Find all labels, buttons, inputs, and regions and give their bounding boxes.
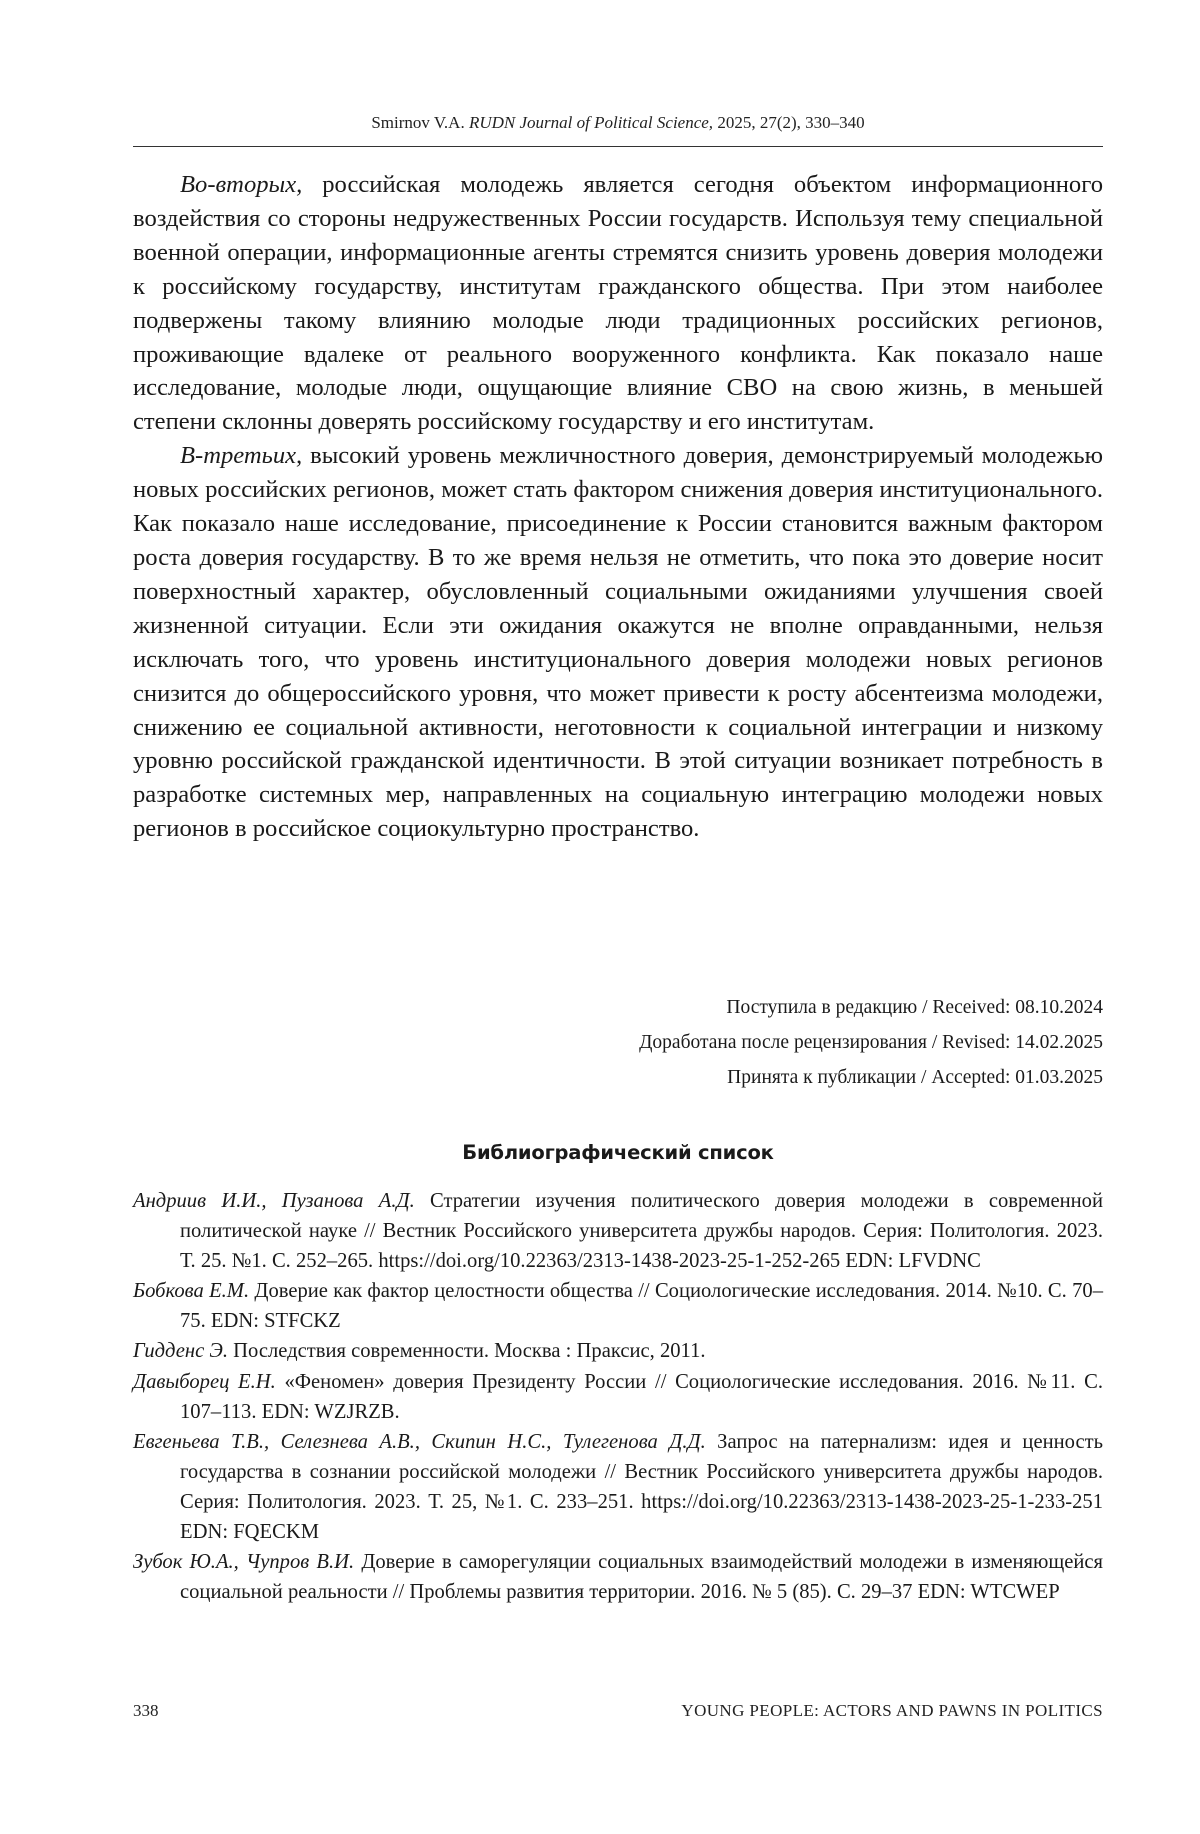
reference-text: Запрос на патернализм: идея и ценность государства в сознании российской молодежи // Вестник Российского университета дружбы народов. Серия: Политология. 2023. Т. 25, №1. С. 233–251. https://doi.org/10.22363/2313-1438-2023-25-1-233-251 EDN: FQECKM — [180, 1430, 1103, 1544]
article-body — [133, 168, 1103, 846]
page-number: 338 — [133, 1701, 159, 1720]
reference-authors: Давыборец Е.Н. — [133, 1370, 276, 1393]
reference-list — [133, 1186, 1103, 1607]
reference-authors: Зубок Ю.А., Чупров В.И. — [133, 1551, 355, 1574]
reference-text: Доверие в саморегуляции социальных взаимодействий молодежи в изменяющейся социальной реальности // Проблемы развития территории. 2016. № 5 (85). С. 29–37 EDN: WTCWEP — [180, 1551, 1103, 1604]
paragraph-text: российская молодежь является сегодня объектом информационного воздействия со стороны недружественных России государств. Используя тему специальной военной операции, информационные агенты стремятся снизить уровень доверия молодежи к российскому государству, институтам гражданского общества. При этом наиболее подвержены такому влиянию молодые люди традиционных российских регионов, проживающие вдалеке от реального вооруженного конфликта. Как показало наше исследование, молодые люди, ощущающие влияние СВО на свою жизнь, в меньшей степени склонны доверять российскому государству и его институтам. — [133, 171, 1103, 436]
header-journal: RUDN Journal of Political Science, — [468, 113, 714, 132]
reference-item — [133, 1427, 1103, 1547]
header-divider — [133, 146, 1103, 147]
reference-text: Стратегии изучения политического доверия молодежи в современной политической науке // Вестник Российского университета дружбы народов. Серия: Политология. 2023. Т. 25. №1. С. 252–265. https://doi.org/10.22363/2313-1438-2023-25-1-252-265 EDN: LFVDNC — [180, 1190, 1103, 1273]
reference-item — [133, 1276, 1103, 1336]
section-title: YOUNG PEOPLE: ACTORS AND PAWNS IN POLITICS — [681, 1701, 1103, 1720]
bibliography-title: Библиографический список — [462, 1141, 774, 1164]
paragraph-lead: В-третьих, — [180, 442, 303, 470]
reference-item — [133, 1367, 1103, 1427]
article-dates — [133, 990, 1103, 1095]
paragraph-thirdly — [133, 439, 1103, 846]
header-author: Smirnov V.A. — [371, 113, 465, 132]
running-header — [133, 112, 1103, 134]
reference-text: Доверие как фактор целостности общества // Социологические исследования. 2014. №10. С. 70–75. EDN: STFCKZ — [180, 1280, 1103, 1333]
reference-authors: Бобкова Е.М. — [133, 1280, 250, 1303]
reference-authors: Андриив И.И., Пузанова А.Д. — [133, 1190, 415, 1212]
reference-text: Последствия современности. Москва : Праксис, 2011. — [228, 1340, 706, 1363]
revised-date: Доработана после рецензирования / Revised: 14.02.2025 — [639, 1032, 1103, 1053]
header-issue: 2025, 27(2), 330–340 — [717, 113, 865, 132]
accepted-date: Принята к публикации / Accepted: 01.03.2025 — [727, 1067, 1103, 1088]
paragraph-lead: Во-вторых, — [180, 171, 303, 198]
received-date: Поступила в редакцию / Received: 08.10.2024 — [726, 997, 1103, 1018]
paragraph-text: высокий уровень межличностного доверия, демонстрируемый молодежью новых российских регионов, может стать фактором снижения доверия институционального. Как показало наше исследование, присоединение к России становится важным фактором роста доверия государству. В то же время нельзя не отметить, что пока это доверие носит поверхностный характер, обусловленный социальными ожиданиями улучшения своей жизненной ситуации. Если эти ожидания окажутся не вполне оправданными, нельзя исключать того, что уровень институционального доверия молодежи новых регионов снизится до общероссийского уровня, что может привести к росту абсентеизма молодежи, снижению ее социальной активности, неготовности к социальной интеграции и низкому уровню российской гражданской идентичности. В этой ситуации возникает потребность в разработке системных мер, направленных на социальную интеграцию молодежи новых регионов в российское социокультурно пространство. — [133, 442, 1103, 843]
reference-authors: Евгеньева Т.В., Селезнева А.В., Скипин Н.С., Тулегенова Д.Д. — [133, 1430, 706, 1453]
reference-item — [133, 1186, 1103, 1276]
reference-item — [133, 1547, 1103, 1607]
reference-authors: Гидденс Э. — [133, 1340, 228, 1363]
reference-item — [133, 1336, 1103, 1366]
paragraph-secondly — [133, 168, 1103, 439]
reference-text: «Феномен» доверия Президенту России // Социологические исследования. 2016. №11. С. 107–113. EDN: WZJRZB. — [180, 1370, 1103, 1423]
